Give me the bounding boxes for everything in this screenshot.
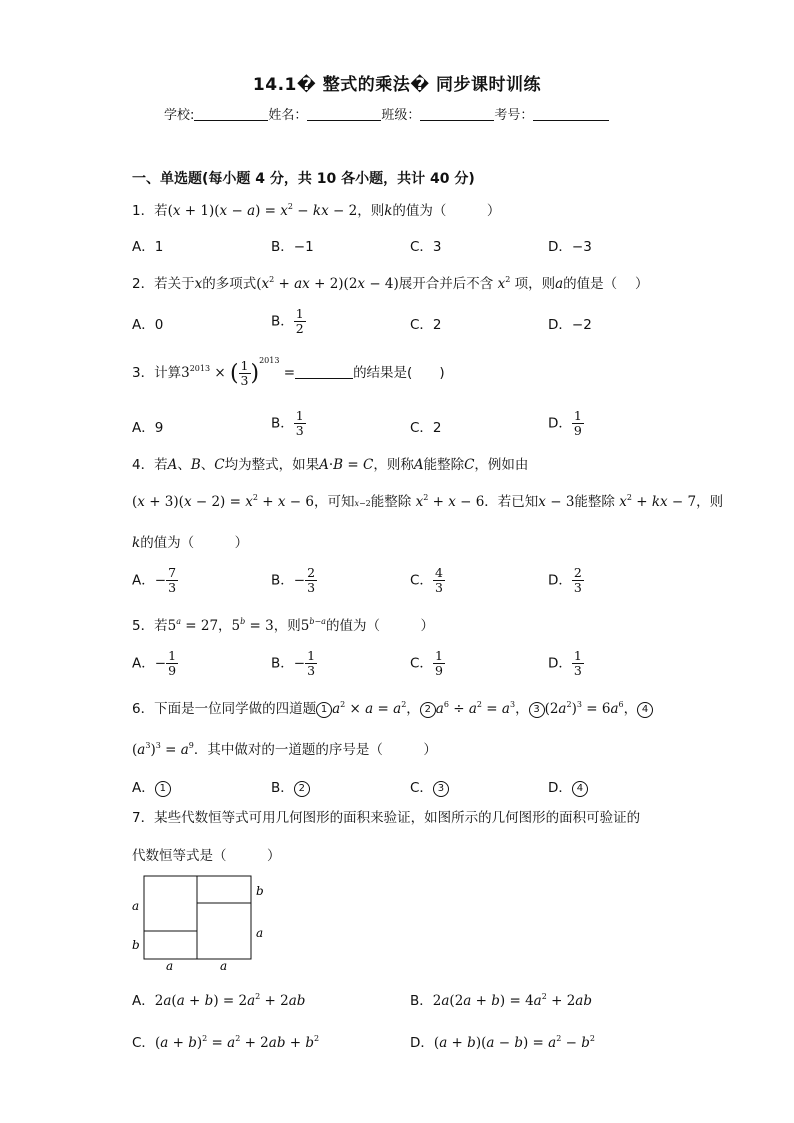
q5-option-b[interactable]: B．− $\frac{1}{3}$ bbox=[271, 648, 316, 678]
circled-3-icon: 3 bbox=[529, 702, 545, 718]
q2-option-b[interactable]: B． $\frac{1}{2}$ bbox=[271, 306, 304, 336]
class-blank[interactable] bbox=[420, 108, 494, 121]
q7-option-c[interactable]: C．$(a + b)^2 = a^2 + 2ab + b^2$ bbox=[132, 1034, 320, 1051]
q6-option-d[interactable]: D． 4 bbox=[548, 776, 588, 797]
q6-option-c[interactable]: C． 3 bbox=[410, 776, 449, 797]
q1-option-b[interactable]: B．−1 bbox=[271, 239, 314, 255]
q6-option-a[interactable]: A． 1 bbox=[132, 776, 171, 797]
q5-option-a[interactable]: A．− $\frac{1}{9}$ bbox=[132, 648, 177, 678]
question-4-line-1: 4．若A、B、C均为整式，如果A·B = C，则称A能整除C，例如由 bbox=[132, 457, 529, 473]
question-6-line-2: $(a^3)^3 = a^9$．其中做对的一道题的序号是（ ） bbox=[132, 741, 437, 758]
q2-option-c[interactable]: C．2 bbox=[410, 317, 442, 333]
q3-option-c[interactable]: C．2 bbox=[410, 420, 442, 436]
q1-option-a[interactable]: A．1 bbox=[132, 239, 164, 255]
figure-label-right-a: a bbox=[256, 926, 264, 940]
question-1: 1．若$(x + 1)(x - a) = x^2$ − kx − 2，则k的值为（ ） bbox=[132, 202, 501, 219]
q1-option-c[interactable]: C．3 bbox=[410, 239, 442, 255]
figure-label-bottom-a-2: a bbox=[220, 959, 228, 973]
q7-option-d[interactable]: D．$(a + b)(a - b) = a^2 - b^2$ bbox=[410, 1034, 595, 1051]
q1-option-d[interactable]: D．−3 bbox=[548, 239, 592, 255]
figure-label-left-b: b bbox=[132, 938, 140, 952]
exam-no-blank[interactable] bbox=[533, 108, 609, 121]
name-blank[interactable] bbox=[307, 108, 381, 121]
question-6-line-1: 6．下面是一位同学做的四道题 1 $a^2 \times a = a^2$， 2 $a^6 \div a^2 = a^3$， 3 $(2a^2)^3 = 6a^6$， 4 bbox=[132, 697, 653, 718]
question-7-line-1: 7．某些代数恒等式可用几何图形的面积来验证，如图所示的几何图形的面积可验证的 bbox=[132, 810, 641, 826]
exam-no-label: 考号： bbox=[494, 108, 534, 123]
q5-option-c[interactable]: C． $\frac{1}{9}$ bbox=[410, 648, 443, 678]
q7-option-a[interactable]: A．$2a(a + b) = 2a^2 + 2ab$ bbox=[132, 992, 306, 1009]
q3-option-a[interactable]: A．9 bbox=[132, 420, 164, 436]
q1-equation: $(x + 1)(x - a) = x^2$ − kx − 2 bbox=[167, 202, 358, 219]
q5-option-d[interactable]: D． $\frac{1}{3}$ bbox=[548, 648, 582, 678]
section-heading: 一、单选题(每小题 4 分，共 10 各小题，共计 40 分) bbox=[132, 171, 475, 187]
name-label: 姓名： bbox=[268, 108, 308, 123]
class-label: 班级： bbox=[381, 108, 421, 123]
circled-1-icon: 1 bbox=[316, 702, 332, 718]
q3-expression: $3^{2013}$ × ( $\frac{1}{3}$ )$^{2013}$ = bbox=[181, 356, 296, 388]
q4-option-a[interactable]: A．− $\frac{7}{3}$ bbox=[132, 565, 177, 595]
q2-option-d[interactable]: D．−2 bbox=[548, 317, 592, 333]
q3-option-d[interactable]: D． $\frac{1}{9}$ bbox=[548, 408, 582, 438]
question-2: 2．若关于x的多项式($x^2$ + ax + 2)(2x − 4)展开合并后不含 $x^2$ 项，则a的值是（ ） bbox=[132, 275, 649, 292]
figure-label-right-b: b bbox=[256, 884, 264, 898]
figure-label-left-a: a bbox=[132, 899, 140, 913]
q3-option-b[interactable]: B． $\frac{1}{3}$ bbox=[271, 408, 304, 438]
question-4-line-3: k的值为（ ） bbox=[132, 535, 249, 551]
question-7-line-2: 代数恒等式是（ ） bbox=[132, 848, 281, 864]
page-title: 14.1� 整式的乘法� 同步课时训练 bbox=[252, 75, 542, 95]
question-5: 5．若$5^a = 27$，$5^b = 3$，则$5^{b-a}$的值为（ ） bbox=[132, 617, 434, 634]
q4-option-d[interactable]: D． $\frac{2}{3}$ bbox=[548, 565, 582, 595]
q7-area-figure bbox=[128, 870, 278, 976]
q4-option-c[interactable]: C． $\frac{4}{3}$ bbox=[410, 565, 443, 595]
q7-option-b[interactable]: B．$2a(2a + b) = 4a^2 + 2ab$ bbox=[410, 992, 592, 1009]
circled-2-icon: 2 bbox=[420, 702, 436, 718]
school-label: 学校: bbox=[164, 108, 195, 123]
q3-answer-blank[interactable] bbox=[295, 366, 353, 379]
figure-label-bottom-a-1: a bbox=[166, 959, 174, 973]
student-info-line bbox=[164, 104, 609, 123]
q2-polynomial: ($x^2$ + ax + 2)(2x − 4) bbox=[256, 275, 399, 292]
circled-4-icon: 4 bbox=[637, 702, 653, 718]
question-3: 3．计算$3^{2013}$ × ( $\frac{1}{3}$ )$^{2013}$ = 的结果是( ) bbox=[132, 356, 445, 388]
q2-option-a[interactable]: A．0 bbox=[132, 317, 164, 333]
school-blank[interactable] bbox=[194, 108, 268, 121]
question-4-line-2: $(x + 3)(x - 2) = x^2 + x - 6$，可知x−2能整除 $x^2 + x - 6$．若已知x − 3能整除 $x^2$ + kx − 7，则 bbox=[132, 493, 724, 510]
q4-option-b[interactable]: B．− $\frac{2}{3}$ bbox=[271, 565, 316, 595]
q6-option-b[interactable]: B． 2 bbox=[271, 776, 310, 797]
